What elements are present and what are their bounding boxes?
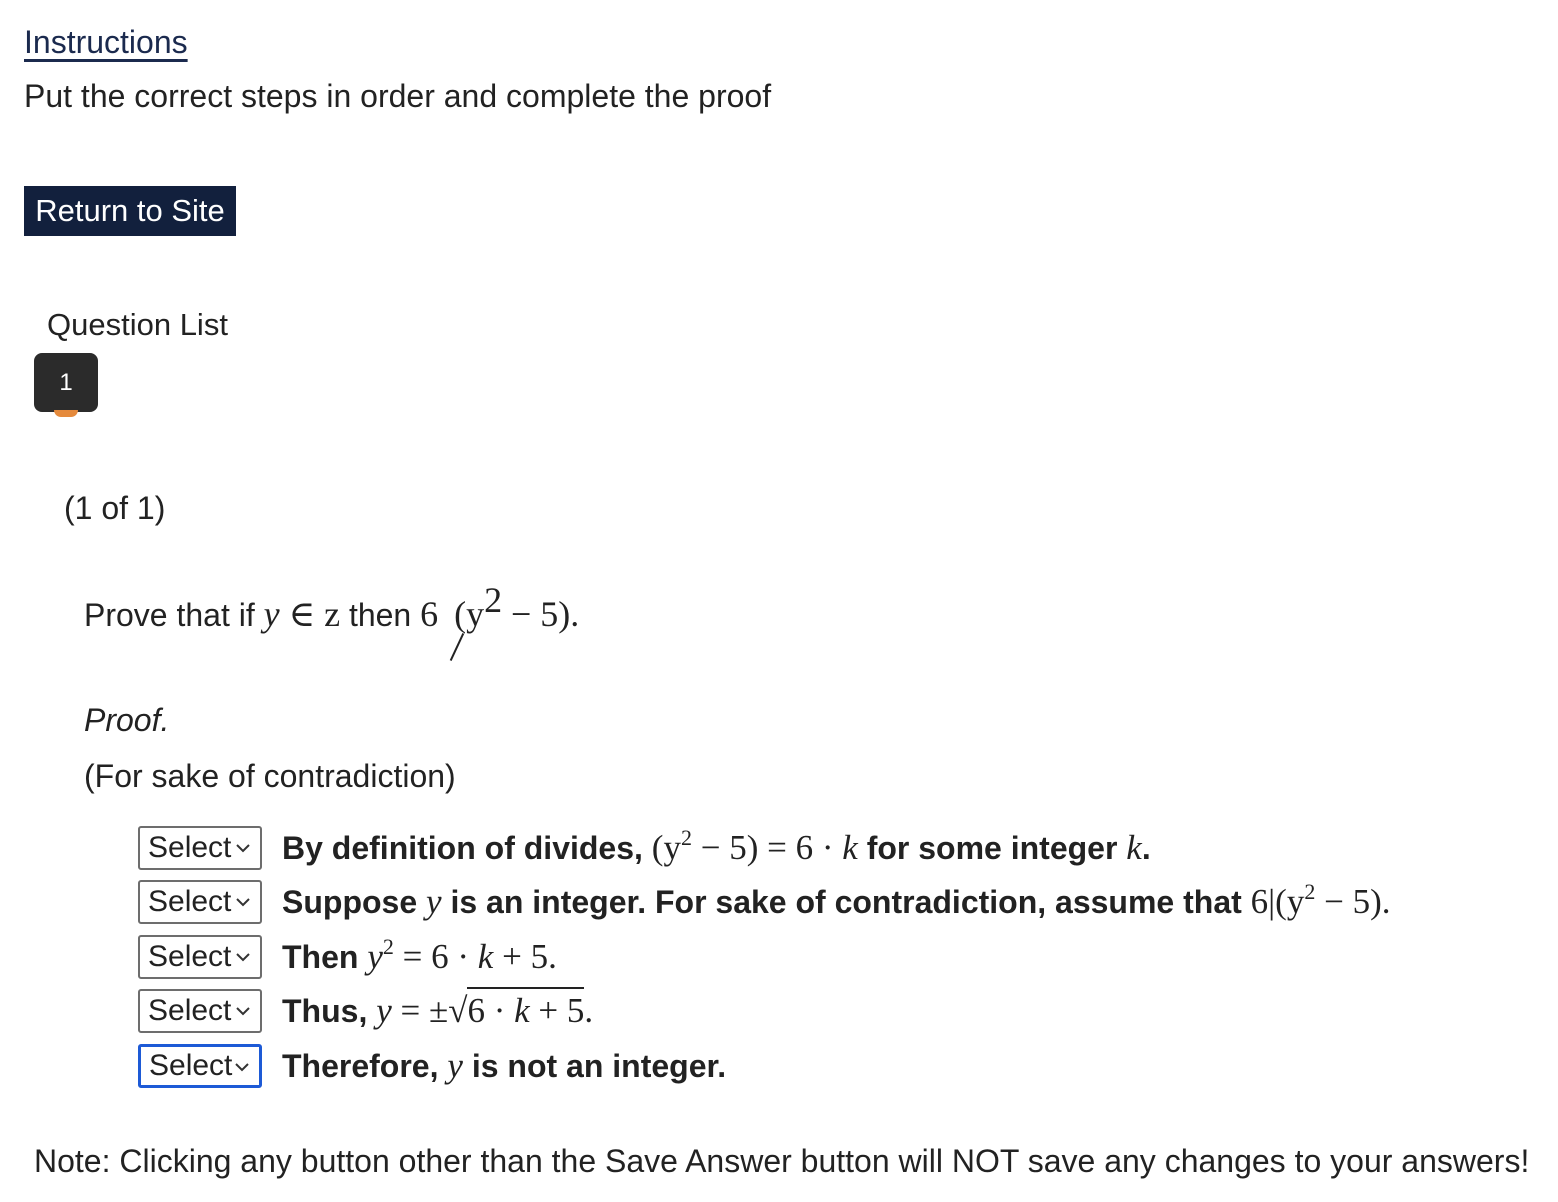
problem-in-symbol: ∈ xyxy=(288,594,316,634)
problem-prefix: Prove that if xyxy=(84,597,255,633)
proof-step-2 xyxy=(138,880,1390,924)
step-text-1 xyxy=(282,825,1151,868)
question-list-item-1[interactable]: 1 xyxy=(34,353,98,412)
step-order-select-4[interactable] xyxy=(138,989,262,1033)
question-counter: (1 of 1) xyxy=(64,490,166,526)
step-text-2 xyxy=(282,879,1391,922)
step-3-eq: = 6 · xyxy=(402,937,478,976)
problem-set: z xyxy=(324,594,341,634)
step-2-text-b: is an integer. For sake of contradiction, assume that xyxy=(441,884,1251,920)
proof-step-3 xyxy=(138,935,557,979)
step-3-k: k xyxy=(477,937,494,976)
chevron-down-icon xyxy=(234,948,252,966)
step-2-exp: 2 xyxy=(1304,879,1316,904)
problem-statement xyxy=(84,580,580,635)
select-value: Select xyxy=(148,994,232,1027)
save-note: Note: Clicking any button other than the Save Answer button will NOT save any changes to your answers! xyxy=(34,1143,1530,1179)
step-4-text-a: Thus, xyxy=(282,993,377,1029)
chevron-down-icon xyxy=(234,893,252,911)
problem-then: then xyxy=(348,597,412,633)
proof-intro: (For sake of contradiction) xyxy=(84,758,456,794)
proof-step-1 xyxy=(138,826,1151,870)
step-2-text-a: Suppose xyxy=(282,884,427,920)
problem-exponent: 2 xyxy=(484,580,503,620)
step-1-k: k xyxy=(842,828,858,867)
step-order-select-2[interactable] xyxy=(138,880,262,924)
step-1-exp: 2 xyxy=(680,825,692,850)
problem-six: 6 xyxy=(420,594,439,634)
step-5-text-b: is not an integer. xyxy=(462,1048,727,1084)
step-3-y: y xyxy=(367,937,383,976)
step-2-divides: 6|(y xyxy=(1250,882,1305,921)
proof-step-4 xyxy=(138,989,593,1033)
step-5-text-a: Therefore, xyxy=(282,1048,448,1084)
step-5-y: y xyxy=(447,1046,463,1085)
step-order-select-1[interactable] xyxy=(138,826,262,870)
problem-expr-close: − 5). xyxy=(511,594,580,634)
step-3-tail: + 5. xyxy=(493,937,557,976)
step-4-math xyxy=(376,987,593,1030)
step-3-text-a: Then xyxy=(282,939,368,975)
step-2-y: y xyxy=(426,882,442,921)
question-list-title: Question List xyxy=(47,307,228,342)
sqrt-body xyxy=(467,987,584,1030)
sqrt-b: + 5 xyxy=(529,991,585,1030)
step-text-5 xyxy=(282,1046,726,1086)
step-text-3 xyxy=(282,934,557,977)
instructions-text: Put the correct steps in order and complete the proof xyxy=(24,78,772,114)
chevron-down-icon xyxy=(234,839,252,857)
step-3-exp: 2 xyxy=(382,934,394,959)
step-4-eq: = ± xyxy=(391,991,449,1030)
current-question-marker xyxy=(54,410,78,417)
return-to-site-button[interactable]: Return to Site xyxy=(24,186,236,236)
step-1-text-a: By definition of divides, xyxy=(282,830,643,866)
step-4-period: . xyxy=(584,991,594,1030)
step-1-k2: k xyxy=(1126,828,1142,867)
step-1-period: . xyxy=(1141,830,1151,866)
select-value: Select xyxy=(148,885,232,918)
step-4-y: y xyxy=(376,991,392,1030)
sqrt-k: k xyxy=(514,991,530,1030)
problem-expr-open: (y xyxy=(454,594,485,634)
proof-label: Proof. xyxy=(84,702,170,738)
step-1-paren-y: (y xyxy=(651,828,681,867)
step-2-math xyxy=(1250,879,1391,921)
chevron-down-icon xyxy=(234,1002,252,1020)
sqrt-sign: √ xyxy=(448,991,468,1030)
step-order-select-3[interactable] xyxy=(138,935,262,979)
step-1-math-a xyxy=(651,825,858,867)
step-text-4 xyxy=(282,991,593,1031)
instructions-link[interactable]: Instructions xyxy=(24,24,188,60)
select-value: Select xyxy=(148,831,232,864)
step-1-text-b: for some integer xyxy=(857,830,1127,866)
step-3-math xyxy=(367,934,557,976)
chevron-down-icon xyxy=(233,1058,251,1076)
sqrt-a: 6 · xyxy=(467,991,515,1030)
select-value: Select xyxy=(148,940,232,973)
step-order-select-5[interactable] xyxy=(138,1044,262,1088)
problem-var: y xyxy=(263,594,280,634)
proof-step-5 xyxy=(138,1044,726,1088)
step-1-eq: − 5) = 6 · xyxy=(700,828,843,867)
step-2-close: − 5). xyxy=(1324,882,1391,921)
select-value: Select xyxy=(149,1049,233,1082)
